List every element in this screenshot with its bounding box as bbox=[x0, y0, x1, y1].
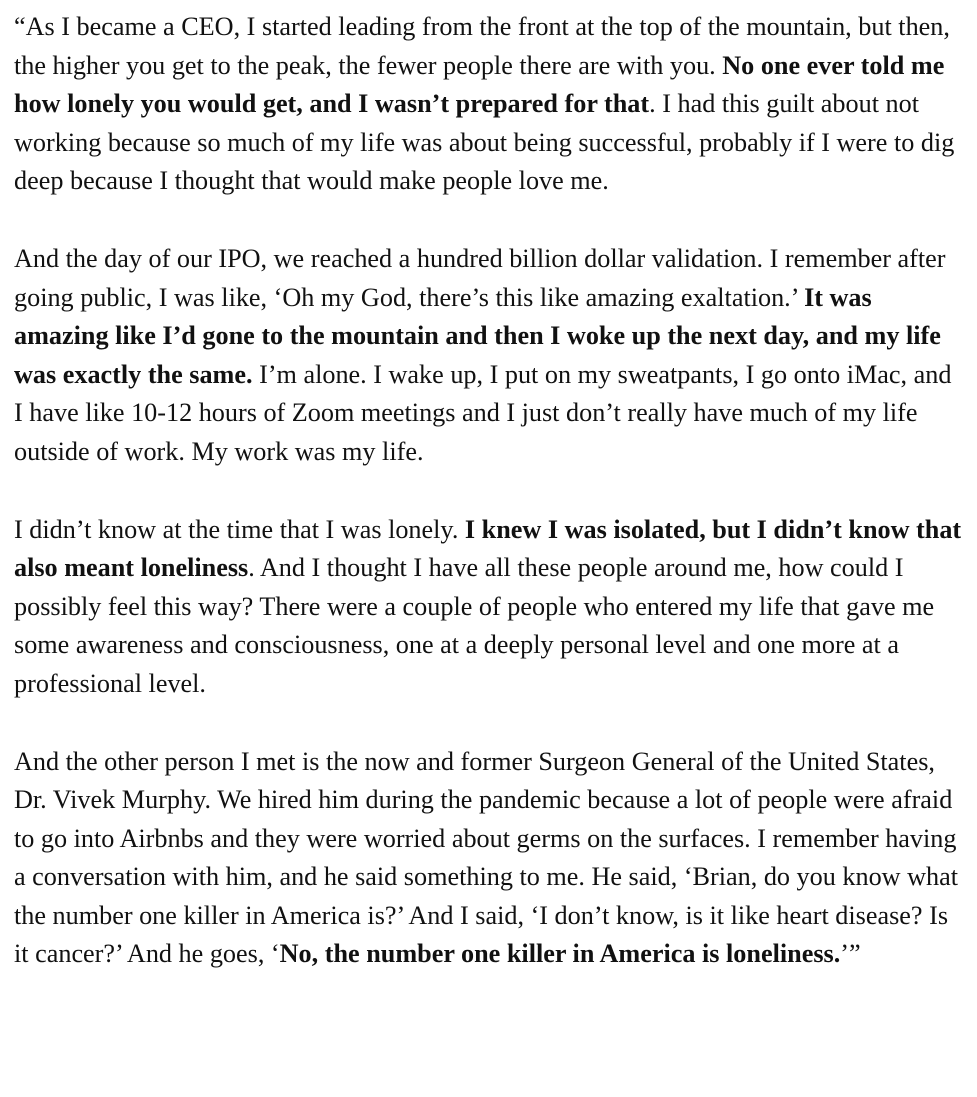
text-span: . And I thought I have all these people around me, how could I possibly feel this way? There were a couple of people who entered my life that gave me some awareness and consciousness, one at a deeply personal level and one more at a professional level. bbox=[14, 553, 935, 698]
text-span: . I had this guilt about not working because so much of my life was about being successful, probably if I were to dig deep because I thought that would make people love me. bbox=[14, 89, 955, 196]
text-span: And the other person I met is the now and former Surgeon General of the United States, Dr. Vivek Murphy. We hired him during the pandemic because a lot of people were afraid to go into Airbnbs and they were worried about germs on the surfaces. I remember having a conversation with him, and he said something to me. He said, ‘Brian, do you know what the number one killer in America is?’ And I said, ‘I don’t know, is it like heart disease? Is it cancer?’ And he goes, ‘ bbox=[14, 746, 959, 969]
bold-text-span: No one ever told me how lonely you would get, and I wasn’t prepared for that bbox=[14, 50, 945, 119]
text-span: I’m alone. I wake up, I put on my sweatpants, I go onto iMac, and I have like 10-12 hours of Zoom meetings and I just don’t really have much of my life outside of work. My work was my life. bbox=[14, 359, 952, 466]
paragraph-3 bbox=[14, 511, 963, 704]
text-span: “As I became a CEO, I started leading from the front at the top of the mountain, but then, the higher you get to the peak, the fewer people there are with you. bbox=[14, 12, 950, 80]
text-span: And the day of our IPO, we reached a hundred billion dollar validation. I remember after going public, I was like, ‘Oh my God, there’s this like amazing exaltation.’ bbox=[14, 243, 946, 312]
bold-text-span: No, the number one killer in America is loneliness. bbox=[279, 939, 841, 969]
paragraph-2 bbox=[14, 240, 963, 472]
paragraph-4 bbox=[14, 743, 963, 975]
text-span: ’” bbox=[840, 939, 861, 969]
bold-text-span: It was amazing like I’d gone to the mountain and then I woke up the next day, and my life was exactly the same. bbox=[14, 282, 941, 389]
paragraph-1 bbox=[14, 8, 963, 201]
bold-text-span: I knew I was isolated, but I didn’t know that also meant loneliness bbox=[14, 514, 962, 583]
text-span: I didn’t know at the time that I was lonely. bbox=[14, 514, 465, 544]
